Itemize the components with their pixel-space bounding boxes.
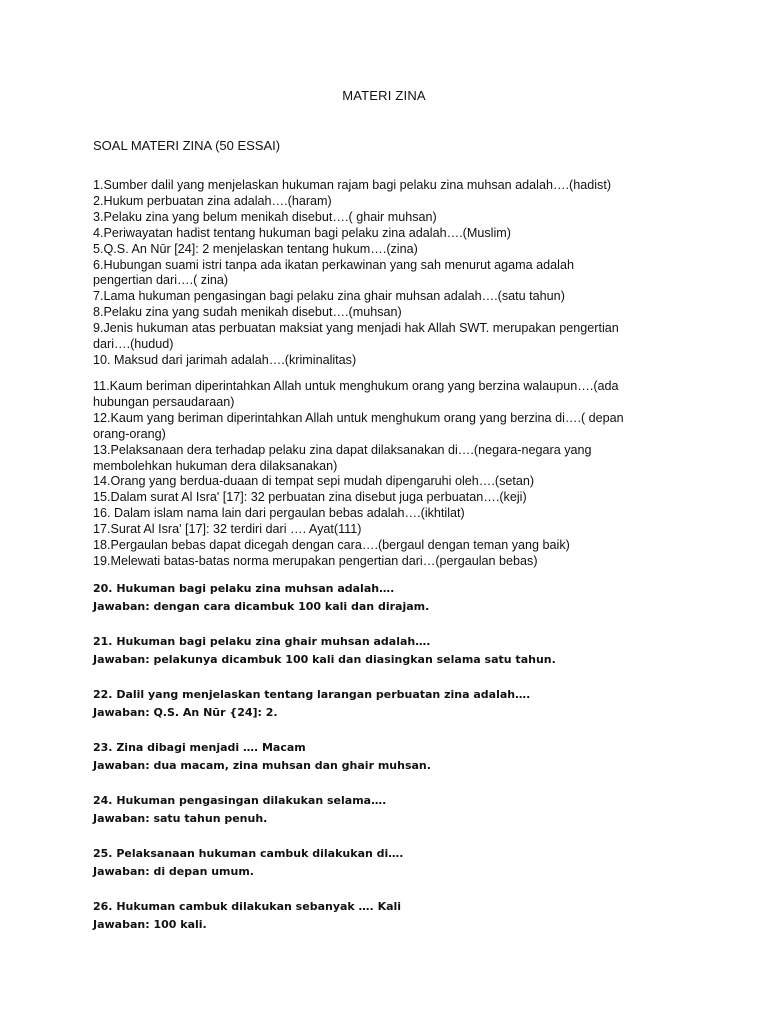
question-line: 12.Kaum yang beriman diperintahkan Allah untuk menghukum orang yang berzina di….( depan	[93, 410, 624, 425]
qa-answer: Jawaban: 100 kali.	[93, 918, 207, 931]
question-line: dari….(hudud)	[93, 337, 174, 352]
question-line: 4.Periwayatan hadist tentang hukuman bagi pelaku zina adalah….(Muslim)	[93, 225, 511, 240]
question-answer-list	[93, 580, 693, 951]
qa-item	[93, 739, 693, 792]
question-line: 14.Orang yang berdua-duaan di tempat sepi mudah dipengaruhi oleh….(setan)	[93, 474, 535, 489]
question-line: pengertian dari….( zina)	[93, 273, 229, 288]
qa-item	[93, 792, 693, 845]
question-line: membolehkan hukuman dera dilaksanakan)	[93, 458, 338, 473]
qa-question: 25. Pelaksanaan hukuman cambuk dilakukan di….	[93, 847, 404, 860]
question-line: 6.Hubungan suami istri tanpa ada ikatan perkawinan yang sah menurut agama adalah	[93, 257, 574, 272]
question-line: 1.Sumber dalil yang menjelaskan hukuman rajam bagi pelaku zina muhsan adalah….(hadist)	[93, 178, 612, 192]
qa-answer: Jawaban: satu tahun penuh.	[93, 812, 268, 825]
question-block-1-10	[93, 178, 693, 369]
qa-item	[93, 686, 693, 739]
question-line: 9.Jenis hukuman atas perbuatan maksiat yang menjadi hak Allah SWT. merupakan pengertian	[93, 321, 619, 336]
document-title: MATERI ZINA	[342, 88, 426, 103]
qa-answer: Jawaban: dua macam, zina muhsan dan ghair muhsan.	[93, 759, 431, 772]
question-block-11-19	[93, 379, 693, 570]
qa-item	[93, 898, 693, 951]
qa-question: 23. Zina dibagi menjadi …. Macam	[93, 741, 306, 754]
qa-item	[93, 580, 693, 633]
qa-answer: Jawaban: Q.S. An Nūr {24]: 2.	[93, 706, 278, 719]
qa-question: 21. Hukuman bagi pelaku zina ghair muhsan adalah….	[93, 635, 431, 648]
question-line: 13.Pelaksanaan dera terhadap pelaku zina dapat dilaksanakan di….(negara-negara yang	[93, 442, 592, 457]
qa-question: 22. Dalil yang menjelaskan tentang larangan perbuatan zina adalah….	[93, 688, 531, 701]
qa-question: 20. Hukuman bagi pelaku zina muhsan adalah….	[93, 582, 395, 595]
qa-item	[93, 633, 693, 686]
qa-answer: Jawaban: dengan cara dicambuk 100 kali dan dirajam.	[93, 600, 430, 613]
question-line: orang-orang)	[93, 426, 166, 441]
question-line: 3.Pelaku zina yang belum menikah disebut….( ghair muhsan)	[93, 209, 437, 224]
question-line: 15.Dalam surat Al Isra' [17]: 32 perbuatan zina disebut juga perbuatan….(keji)	[93, 490, 527, 505]
question-line: 5.Q.S. An Nūr [24]: 2 menjelaskan tentang hukum….(zina)	[93, 241, 418, 256]
qa-answer: Jawaban: di depan umum.	[93, 865, 254, 878]
qa-answer: Jawaban: pelakunya dicambuk 100 kali dan diasingkan selama satu tahun.	[93, 653, 556, 666]
qa-question: 24. Hukuman pengasingan dilakukan selama….	[93, 794, 387, 807]
question-line: 18.Pergaulan bebas dapat dicegah dengan cara….(bergaul dengan teman yang baik)	[93, 538, 570, 553]
question-line: 19.Melewati batas-batas norma merupakan pengertian dari…(pergaulan bebas)	[93, 553, 538, 568]
qa-item	[93, 845, 693, 898]
question-line: 8.Pelaku zina yang sudah menikah disebut….(muhsan)	[93, 305, 402, 320]
question-line: 2.Hukum perbuatan zina adalah….(haram)	[93, 193, 332, 208]
question-line: 10. Maksud dari jarimah adalah….(kriminalitas)	[93, 352, 357, 367]
question-line: 17.Surat Al Isra' [17]: 32 terdiri dari …. Ayat(111)	[93, 522, 362, 537]
qa-question: 26. Hukuman cambuk dilakukan sebanyak …. Kali	[93, 900, 402, 913]
question-line: 16. Dalam islam nama lain dari pergaulan bebas adalah….(ikhtilat)	[93, 506, 465, 521]
document-subtitle: SOAL MATERI ZINA (50 ESSAI)	[93, 138, 281, 153]
question-line: 11.Kaum beriman diperintahkan Allah untuk menghukum orang yang berzina walaupun….(ada	[93, 379, 619, 393]
question-line: 7.Lama hukuman pengasingan bagi pelaku zina ghair muhsan adalah….(satu tahun)	[93, 289, 565, 304]
question-line: hubungan persaudaraan)	[93, 394, 235, 409]
